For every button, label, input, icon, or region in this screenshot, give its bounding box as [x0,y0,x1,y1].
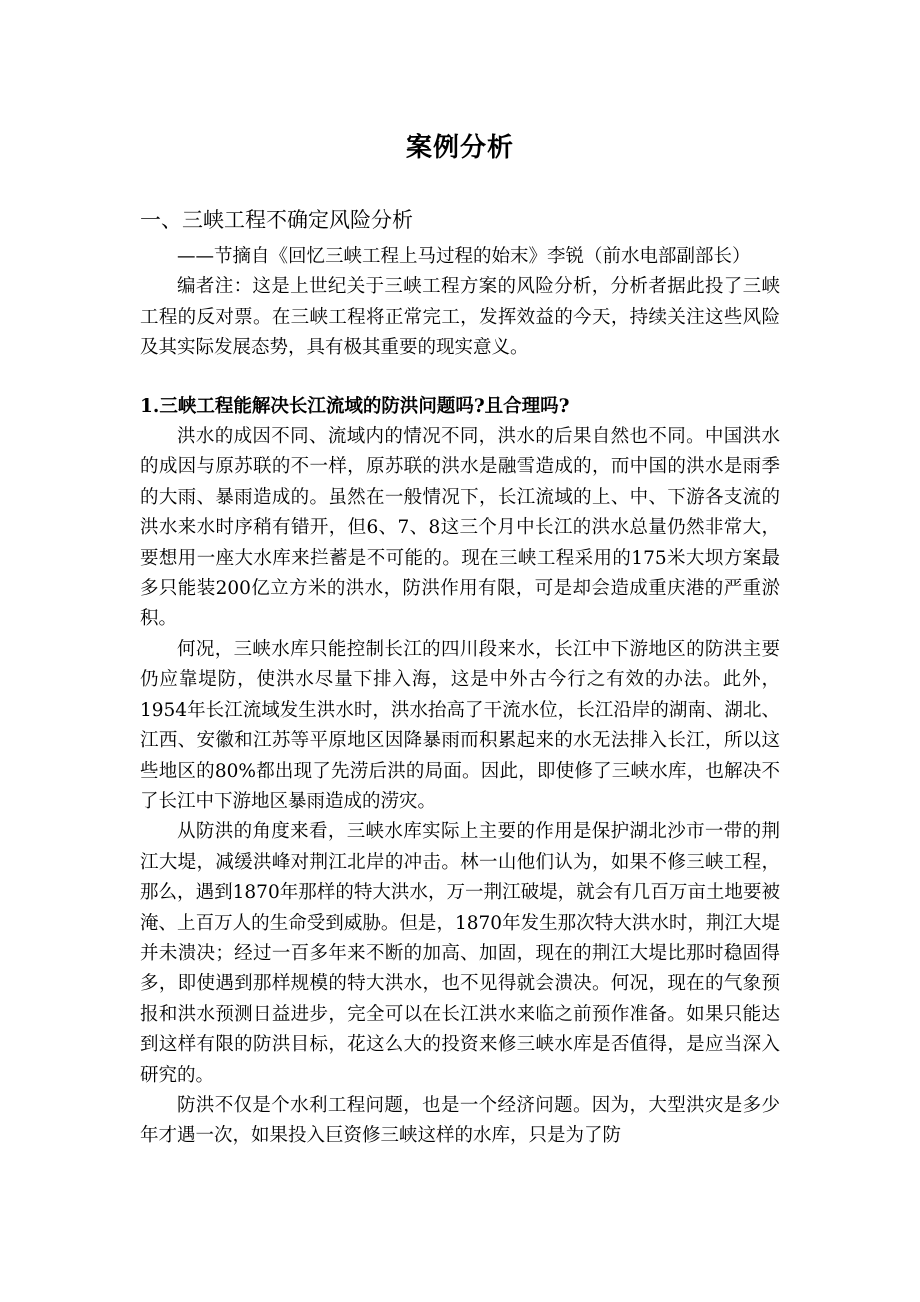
document-title: 案例分析 [405,133,514,163]
editor-note: 编者注：这是上世纪关于三峡工程方案的风险分析，分析者据此投了三峡工程的反对票。在三峡工程将正常完工，发挥效益的今天，持续关注这些风险及其实际发展态势，具有极其重要的现实意义。 [140,276,780,359]
section-heading: 一、三峡工程不确定风险分析 [140,208,413,232]
intro-block [140,242,780,364]
body-paragraph: 防洪不仅是个水利工程问题，也是一个经济问题。因为，大型洪灾是多少年才遇一次，如果投入巨资修三峡这样的水库，只是为了防 [140,1094,780,1147]
document-content [140,128,780,1152]
excerpt-source: ——节摘自《回忆三峡工程上马过程的始末》李锐（前水电部副部长） [177,246,751,267]
question-subheading: 1.三峡工程能解决长江流域的防洪问题吗?且合理吗? [140,395,570,417]
body-paragraph: 何况，三峡水库只能控制长江的四川段来水，长江中下游地区的防洪主要仍应靠堤防，使洪水尽量下排入海，这是中外古今行之有效的办法。此外，1954年长江流域发生洪水时，洪水抬高了干流水位，长江沿岸的湖南、湖北、江西、安徽和江苏等平原地区因降暴雨而积累起来的水无法排入长江，所以这些地区的80%都出现了先涝后洪的局面。因此，即使修了三峡水库，也解决不了长江中下游地区暴雨造成的涝灾。 [140,638,780,812]
body-paragraph: 洪水的成因不同、流域内的情况不同，洪水的后果自然也不同。中国洪水的成因与原苏联的不一样，原苏联的洪水是融雪造成的，而中国的洪水是雨季的大雨、暴雨造成的。虽然在一般情况下，长江流域的上、中、下游各支流的洪水来水时序稍有错开，但6、7、8这三个月中长江的洪水总量仍然非常大，要想用一座大水库来拦蓄是不可能的。现在三峡工程采用的175米大坝方案最多只能装200亿立方米的洪水，防洪作用有限，可是却会造成重庆港的严重淤积。 [140,426,780,630]
body-paragraph: 从防洪的角度来看，三峡水库实际上主要的作用是保护湖北沙市一带的荆江大堤，减缓洪峰对荆江北岸的冲击。林一山他们认为，如果不修三峡工程，那么，遇到1870年那样的特大洪水，万一荆江破堤，就会有几百万亩土地要被淹、上百万人的生命受到威胁。但是，1870年发生那次特大洪水时，荆江大堤并未溃决；经过一百多年来不断的加高、加固，现在的荆江大堤比那时稳固得多，即使遇到那样规模的特大洪水，也不见得就会溃决。何况，现在的气象预报和洪水预测日益进步，完全可以在长江洪水来临之前预作准备。如果只能达到这样有限的防洪目标，花这么大的投资来修三峡水库是否值得，是应当深入研究的。 [140,821,780,1086]
